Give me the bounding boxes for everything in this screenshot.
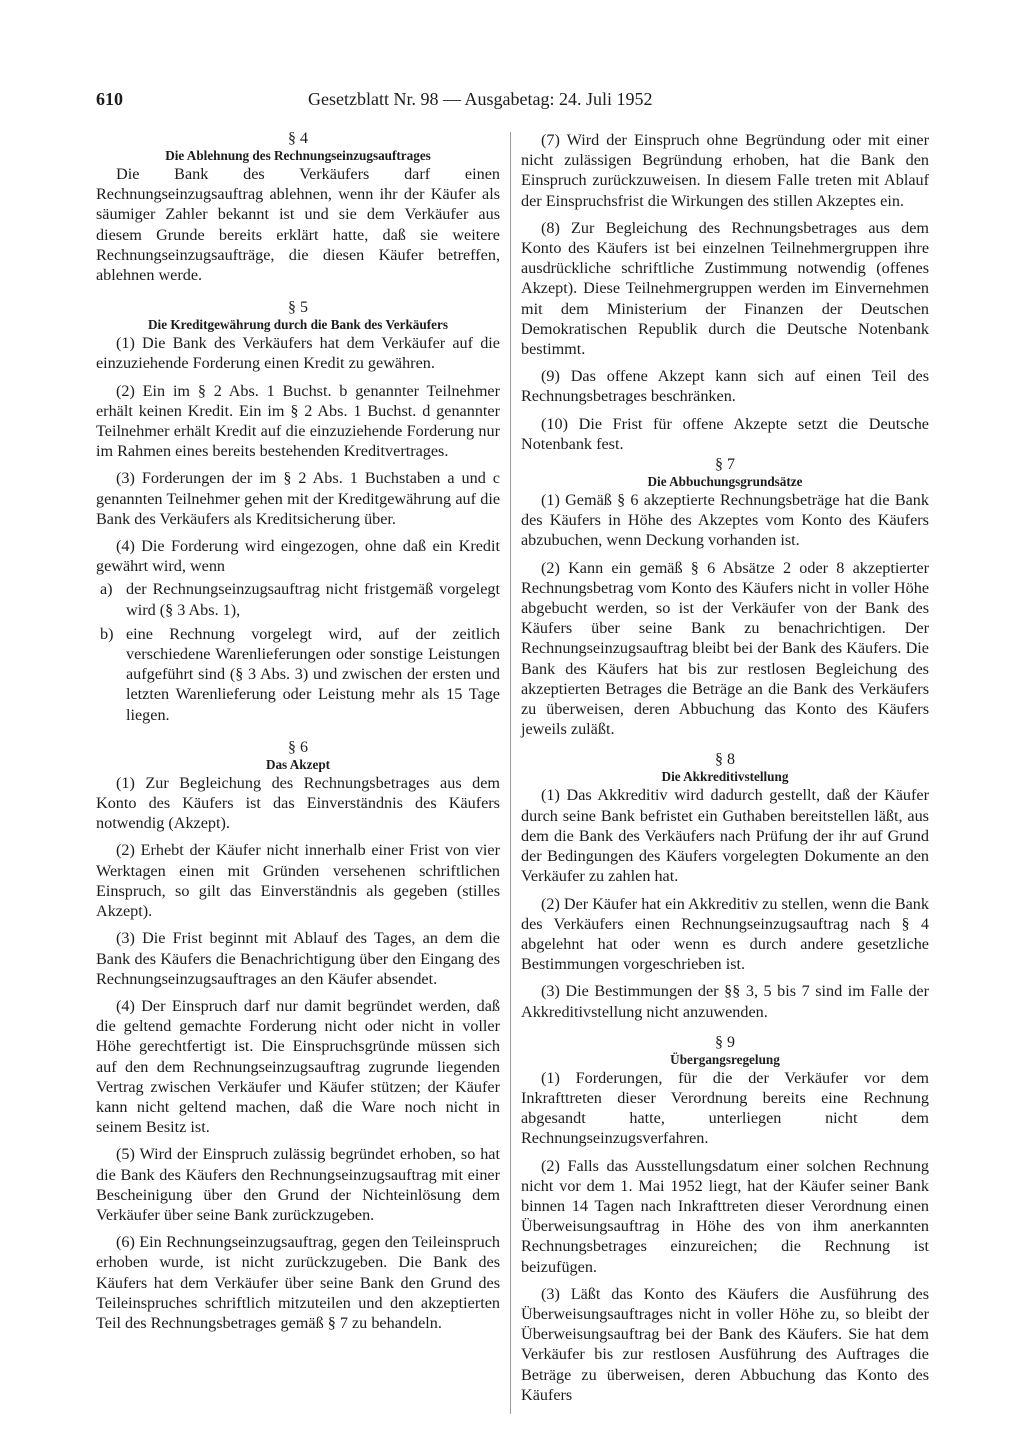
paragraph: (1) Forderungen, für die der Verkäufer vor dem Inkrafttreten dieser Verordnung bereits eine Rechnung abgesandt hatte, unterliegen nicht dem Rechnungseinzugsverfahren. <box>521 1068 929 1148</box>
list-item <box>96 624 500 725</box>
paragraph: (7) Wird der Einspruch ohne Begründung oder mit einer nicht zulässigen Begründung erhoben, hat die Bank den Einspruch zurückzuweisen. In diesem Falle treten mit Ablauf der Einspruchsfrist die Wirkungen des stillen Akzeptes ein. <box>521 131 929 210</box>
section-number: § 7 <box>715 456 735 474</box>
section-title: Das Akzept <box>265 756 331 772</box>
section-title: Die Abbuchungsgrundsätze <box>647 474 803 490</box>
list-letter: b) <box>100 624 114 643</box>
section-number: § 8 <box>715 751 735 769</box>
paragraph: (2) Falls das Ausstellungsdatum einer solchen Rechnung nicht vor dem 1. Mai 1952 liegt, hat der Käufer seiner Bank binnen 14 Tagen nach Inkrafttreten dieser Verordnung einen Überweisungsauftrag in Höhe des von ihm anerkannten Rechnungsbetrages einzureichen; die Rechnung ist beizufügen. <box>521 1156 929 1276</box>
paragraph: (2) Der Käufer hat ein Akkreditiv zu stellen, wenn die Bank des Verkäufers einen Rechnungseinzugsauftrag nach § 4 abgelehnt hat oder wenn es durch andere gesetzliche Bestimmungen vorgeschrieben ist. <box>521 894 929 974</box>
list-text: der Rechnungseinzugsauftrag nicht fristgemäß vorgelegt wird (§ 3 Abs. 1), <box>126 580 500 619</box>
section-number: § 5 <box>288 299 308 317</box>
section-title: Die Kreditgewährung durch die Bank des Verkäufers <box>148 317 448 333</box>
list-text: eine Rechnung vorgelegt wird, auf der zeitlich verschiedene Warenlieferungen oder sonstige Leistungen aufgeführt sind (§ 3 Abs. 3) und zwischen der ersten und letzten Warenlieferung oder Leistung mehr als 15 Tage liegen. <box>126 624 500 724</box>
paragraph: (1) Zur Begleichung des Rechnungsbetrages aus dem Konto des Käufers ist das Einverständnis des Käufers notwendig (Akzept). <box>96 773 500 833</box>
section-heading-5 <box>96 299 500 333</box>
section-number: § 4 <box>288 130 308 147</box>
column-separator <box>510 132 511 1414</box>
section-heading-8 <box>521 751 929 785</box>
section-title: Übergangsregelung <box>670 1051 780 1067</box>
paragraph: (4) Der Einspruch darf nur damit begründet werden, daß die geltend gemachte Forderung nicht oder nicht in voller Höhe gerechtfertigt ist. Die Einspruchsgründe müssen sich auf den dem Rechnungseinzugsauftrag zugrunde liegenden Vertrag zwischen Verkäufer und Käufer stützen; der Käufer kann nicht geltend machen, daß die Ware noch nicht in seinem Besitz ist. <box>96 996 500 1137</box>
section-heading-9 <box>521 1034 929 1068</box>
section-heading-7 <box>521 456 929 490</box>
paragraph: (3) Die Bestimmungen der §§ 3, 5 bis 7 sind im Falle der Akkreditivstellung nicht anzuwenden. <box>521 982 929 1021</box>
section-title: Die Akkreditivstellung <box>661 769 789 785</box>
paragraph: (10) Die Frist für offene Akzepte setzt die Deutsche Notenbank fest. <box>521 414 929 453</box>
section-heading-6 <box>96 739 500 773</box>
gazette-title: Gesetzblatt Nr. 98 — Ausgabetag: 24. Juli 1952 <box>308 89 653 109</box>
list-letter: a) <box>100 580 113 599</box>
paragraph: (6) Ein Rechnungseinzugsauftrag, gegen den Teileinspruch erhoben wurde, ist nicht zurückzugeben. Die Bank des Käufers hat dem Verkäufer über seine Bank den Grund des Teileinspruches schriftlich mitzuteilen und den akzeptierten Teil des Rechnungsbetrages gemäß § 7 zu behandeln. <box>96 1233 500 1332</box>
section-heading-4 <box>96 130 500 164</box>
paragraph: (2) Ein im § 2 Abs. 1 Buchst. b genannter Teilnehmer erhält keinen Kredit. Ein im § 2 Abs. 1 Buchst. d genannter Teilnehmer erhält Kredit auf die einzuziehende Forderung nur im Rahmen eines bereits bestehenden Kreditvertrages. <box>96 381 500 461</box>
left-column <box>96 130 500 1340</box>
section-title: Die Ablehnung des Rechnungseinzugsauftrages <box>165 148 431 163</box>
paragraph: (1) Die Bank des Verkäufers hat dem Verkäufer auf die einzuziehende Forderung einen Kredit zu gewähren. <box>96 334 500 373</box>
paragraph: (3) Läßt das Konto des Käufers die Ausführung des Überweisungsauftrages nicht in voller Höhe zu, so bleibt der Überweisungsauftrag bei der Bank des Käufers. Sie hat dem Verkäufer bis zur restlosen Ausführung des Auftrages die Beträge zu überweisen, deren Abbuchung das Konto des Käufers <box>521 1284 929 1404</box>
paragraph: (2) Kann ein gemäß § 6 Absätze 2 oder 8 akzeptierter Rechnungsbetrag vom Konto des Käufers nicht in voller Höhe abgebucht werden, so ist der Verkäufer von der Bank des Käufers über seine Bank zu benachrichtigen. Der Rechnungseinzugsauftrag bleibt bei der Bank des Käufers. Die Bank des Käufers hat bis zur restlosen Begleichung des akzeptierten Betrages die Beträge an die Bank des Verkäufers zu überweisen, deren Abbuchung das Konto des Käufers jeweils zuläßt. <box>521 558 929 739</box>
section-number: § 6 <box>288 738 308 756</box>
right-column <box>521 130 929 1412</box>
page-header <box>96 86 932 112</box>
paragraph: (3) Forderungen der im § 2 Abs. 1 Buchstaben a und c genannten Teilnehmer gehen mit der Kreditgewährung auf die Bank des Verkäufers als Kreditsicherung über. <box>96 469 500 528</box>
page-number: 610 <box>96 89 123 109</box>
section-number: § 9 <box>715 1033 735 1051</box>
list-item <box>96 579 500 619</box>
paragraph: Die Bank des Verkäufers darf einen Rechnungseinzugsauftrag ablehnen, wenn ihr der Käufer als säumiger Zahler bekannt ist und sie dem Verkäufer aus diesem Grunde bereits erklärt hatte, daß sie weitere Rechnungseinzugsaufträge, die diesen Käufer betreffen, ablehnen werde. <box>96 165 500 285</box>
paragraph: (5) Wird der Einspruch zulässig begründet erhoben, so hat die Bank des Käufers den Rechnungseinzugsauftrag mit einer Bescheinigung über den Grund der Nichteinlösung dem Verkäufer über seine Bank zurückzugeben. <box>96 1145 500 1224</box>
paragraph: (9) Das offene Akzept kann sich auf einen Teil des Rechnungsbetrages beschränken. <box>521 367 929 406</box>
paragraph: (3) Die Frist beginnt mit Ablauf des Tages, an dem die Bank des Käufers die Benachrichtigung über den Eingang des Rechnungseinzugsauftrages an den Käufer absendet. <box>96 929 500 988</box>
paragraph: (1) Gemäß § 6 akzeptierte Rechnungsbeträge hat die Bank des Käufers in Höhe des Akzeptes vom Konto des Käufers abzubuchen, wenn Deckung vorhanden ist. <box>521 491 929 550</box>
paragraph: (2) Erhebt der Käufer nicht innerhalb einer Frist von vier Werktagen einen mit Gründen versehenen schriftlichen Einspruch, so gilt das Einverständnis als gegeben (stilles Akzept). <box>96 841 500 921</box>
paragraph: (8) Zur Begleichung des Rechnungsbetrages aus dem Konto des Käufers ist bei einzelnen Teilnehmergruppen ihre ausdrückliche schriftliche Zustimmung notwendig (offenes Akzept). Diese Teilnehmergruppen werden im Einvernehmen mit dem Ministerium der Finanzen der Deutschen Demokratischen Republik durch die Deutsche Notenbank bestimmt. <box>521 218 929 359</box>
paragraph: (4) Die Forderung wird eingezogen, ohne daß ein Kredit gewährt wird, wenn <box>96 537 500 576</box>
paragraph: (1) Das Akkreditiv wird dadurch gestellt, daß der Käufer durch seine Bank befristet ein Guthaben bereitstellen läßt, aus dem die Bank des Verkäufers nach Prüfung der ihr auf Grund der Bedingungen des Käufers vorgelegten Dokumente an den Verkäufer zu zahlen hat. <box>521 786 929 886</box>
